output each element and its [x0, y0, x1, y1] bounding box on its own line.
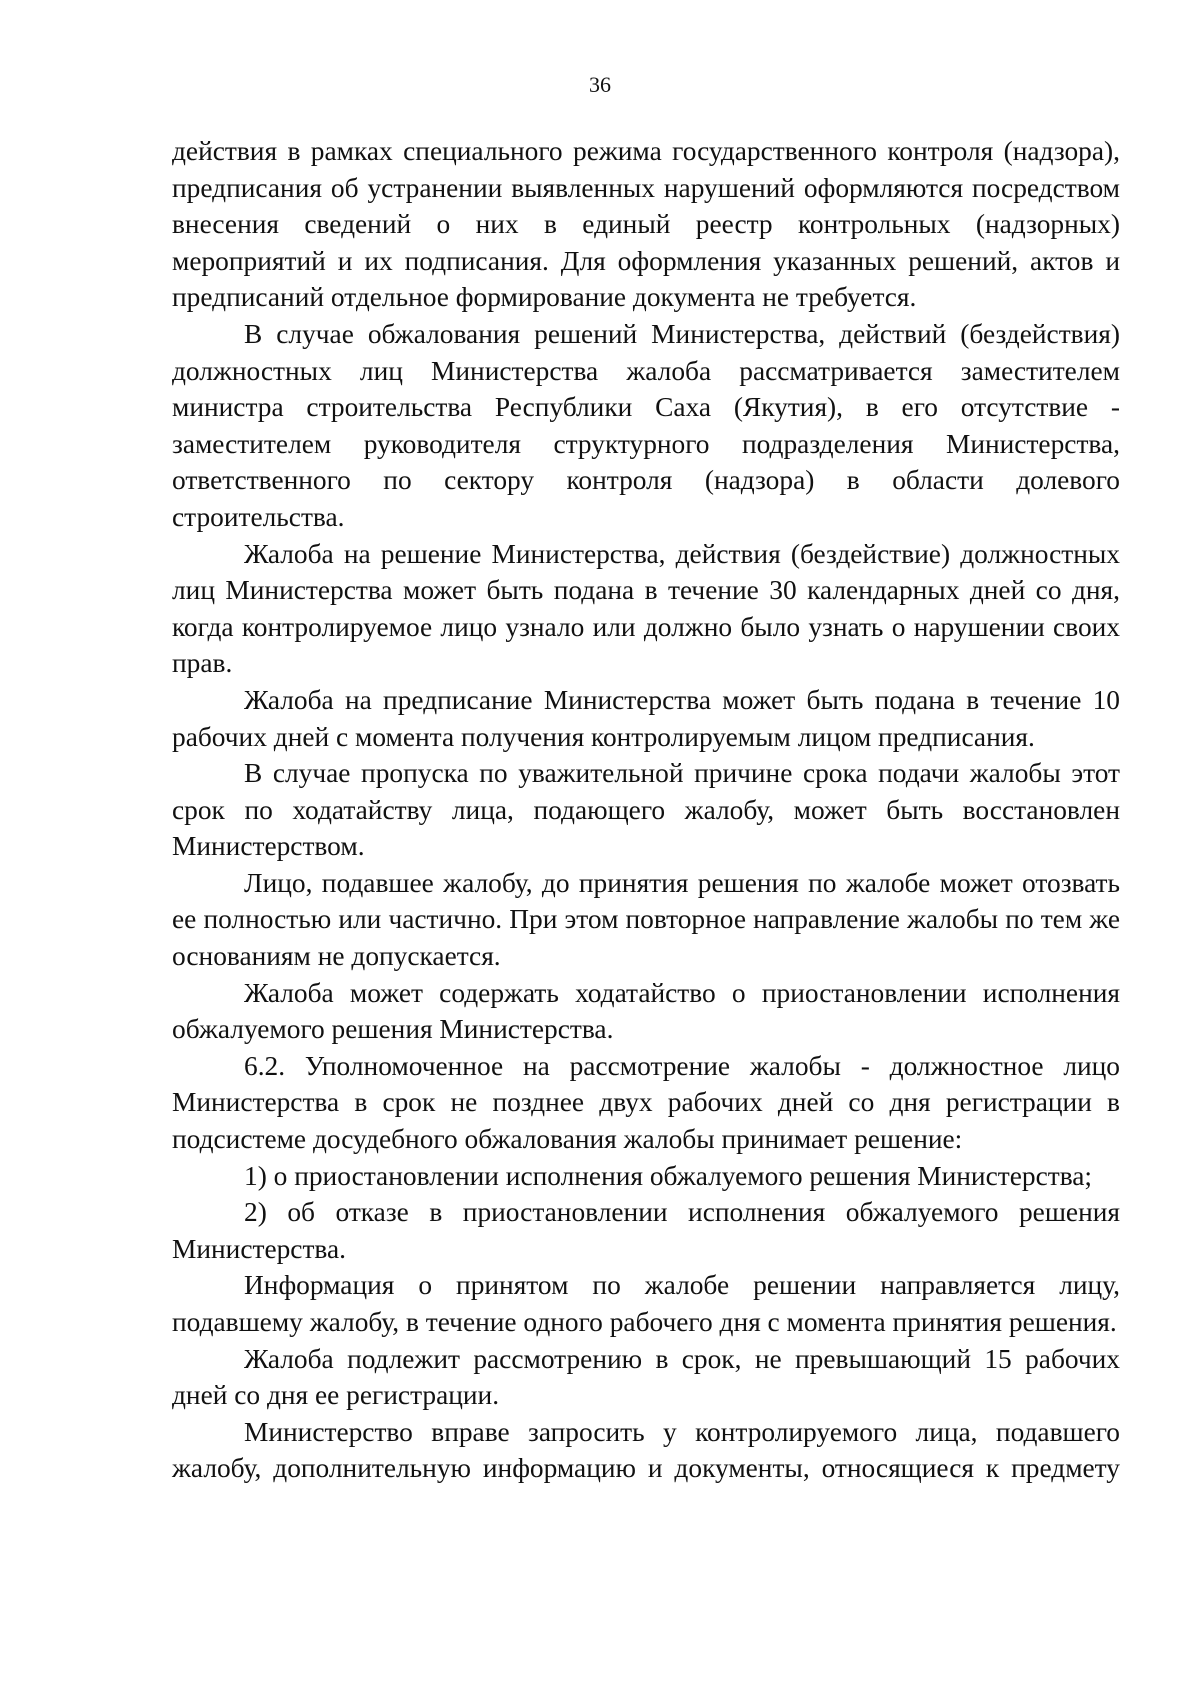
paragraph-suspension-request: Жалоба может содержать ходатайство о приостановлении исполнения обжалуемого решения Министерства.: [172, 977, 1120, 1045]
list-item-2: 2) об отказе в приостановлении исполнения обжалуемого решения Министерства.: [172, 1197, 1120, 1264]
paragraph-deadline-restoration: В случае пропуска по уважительной причине срока подачи жалобы этот срок по ходатайству лица, подающего жалобу, может быть восстановлен Министерством.: [172, 758, 1120, 862]
paragraph-review-term: Жалоба подлежит рассмотрению в срок, не превышающий 15 рабочих дней со дня ее регистрации.: [172, 1343, 1120, 1411]
paragraph-decision-notice: Информация о принятом по жалобе решении направляется лицу, подавшему жалобу, в течение одного рабочего дня с момента принятия решения.: [172, 1270, 1120, 1337]
paragraph-info-request: Министерство вправе запросить у контролируемого лица, подавшего жалобу, дополнительную информацию и документы, относящиеся к предмету: [172, 1416, 1120, 1484]
paragraph-prescription-appeal: Жалоба на предписание Министерства может быть подана в течение 10 рабочих дней с момента получения контролируемым лицом предписания.: [172, 684, 1120, 752]
paragraph-appeal-withdrawal: Лицо, подавшее жалобу, до принятия решения по жалобе может отозвать ее полностью или частично. При этом повторное направление жалобы по тем же основаниям не допускается.: [172, 867, 1120, 972]
page-number: 36: [589, 72, 611, 97]
list-item-1: 1) о приостановлении исполнения обжалуемого решения Министерства;: [244, 1160, 1093, 1191]
paragraph-appeal-deadline: Жалоба на решение Министерства, действия (бездействие) должностных лиц Министерства может быть подана в течение 30 календарных дней со дня, когда контролируемое лицо узнало или должно было узнать о нарушении своих прав.: [172, 538, 1120, 679]
document-body: [172, 133, 1120, 1487]
paragraph-section-6-2: 6.2. Уполномоченное на рассмотрение жалобы - должностное лицо Министерства в срок не позднее двух рабочих дней со дня регистрации в подсистеме досудебного обжалования жалобы принимает решение:: [172, 1050, 1120, 1155]
paragraph-appeal-review: В случае обжалования решений Министерства, действий (бездействия) должностных лиц Министерства жалоба рассматривается заместителем министра строительства Республики Саха (Якутия), в его отсутствие - заместителем руководителя структурного подразделения Министерства, ответственного по сектору контроля (надзора) в области долевого строительства.: [172, 318, 1120, 532]
paragraph-continuation: действия в рамках специального режима государственного контроля (надзора), предписания об устранении выявленных нарушений оформляются посредством внесения сведений о них в единый реестр контрольных (надзорных) мероприятий и их подписания. Для оформления указанных решений, актов и предписаний отдельное формирование документа не требуется.: [172, 136, 1120, 313]
